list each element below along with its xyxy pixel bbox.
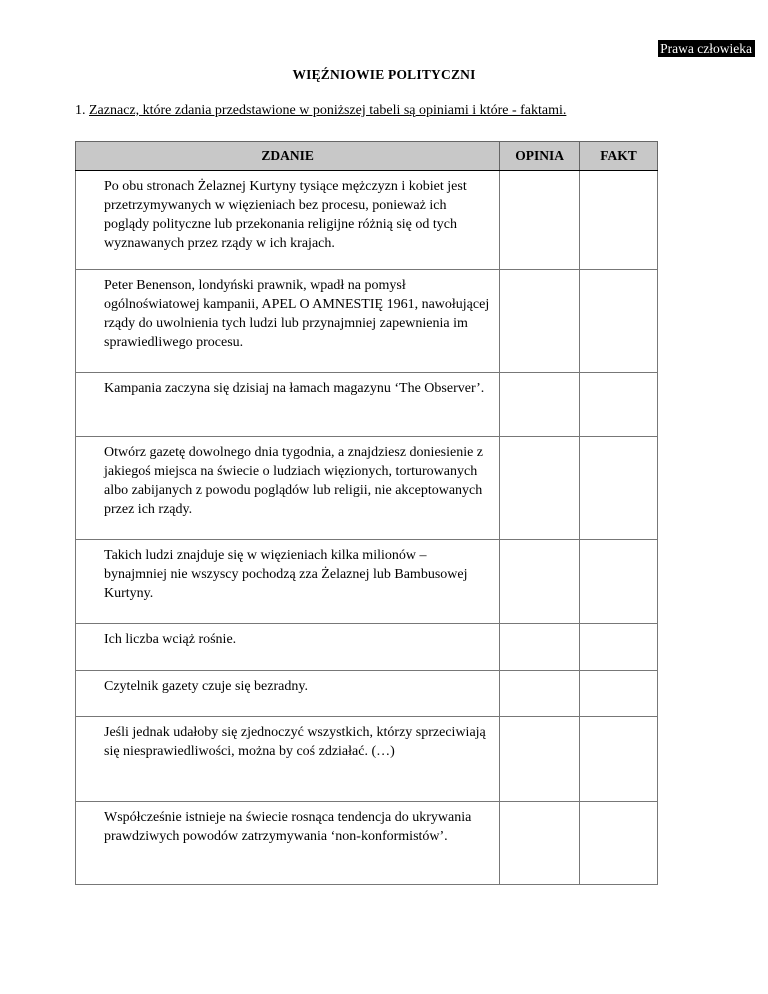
header-opinia: OPINIA: [500, 142, 580, 171]
opinia-cell[interactable]: [500, 671, 580, 717]
table-row: [76, 270, 658, 373]
table-row: [76, 671, 658, 717]
statements-table: [75, 141, 658, 885]
fakt-cell[interactable]: [580, 437, 658, 540]
fakt-cell[interactable]: [580, 671, 658, 717]
table-row: [76, 624, 658, 671]
fakt-cell[interactable]: [580, 270, 658, 373]
opinia-cell[interactable]: [500, 373, 580, 437]
opinia-cell[interactable]: [500, 717, 580, 802]
subject-tag: Prawa człowieka: [658, 40, 755, 57]
table-row: [76, 802, 658, 885]
table-header-row: [76, 142, 658, 171]
statement-text: Peter Benenson, londyński prawnik, wpadł na pomysł ogólnoświatowej kampanii, APEL O AMNESTIĘ 1961, nawołującej rządy do uwolnienia tych ludzi lub przynajmniej zapewnienia im sprawiedliwego procesu.: [76, 270, 500, 373]
opinia-cell[interactable]: [500, 437, 580, 540]
table-row: [76, 540, 658, 624]
fakt-cell[interactable]: [580, 717, 658, 802]
fakt-cell[interactable]: [580, 540, 658, 624]
opinia-cell[interactable]: [500, 270, 580, 373]
statement-text: Takich ludzi znajduje się w więzieniach kilka milionów – bynajmniej nie wszyscy pochodzą zza Żelaznej lub Bambusowej Kurtyny.: [76, 540, 500, 624]
statement-text: Kampania zaczyna się dzisiaj na łamach magazynu ‘The Observer’.: [76, 373, 500, 437]
opinia-cell[interactable]: [500, 171, 580, 270]
fakt-cell[interactable]: [580, 802, 658, 885]
statement-text: Współcześnie istnieje na świecie rosnąca tendencja do ukrywania prawdziwych powodów zatrzymywania ‘non-konformistów’.: [76, 802, 500, 885]
statement-text: Jeśli jednak udałoby się zjednoczyć wszystkich, którzy sprzeciwiają się niesprawiedliwości, można by coś zdziałać. (…): [76, 717, 500, 802]
statement-text: Po obu stronach Żelaznej Kurtyny tysiące mężczyzn i kobiet jest przetrzymywanych w więzieniach bez procesu, ponieważ ich poglądy polityczne lub przekonania religijne różnią się od tych wyznawanych przez rządy w ich krajach.: [76, 171, 500, 270]
table-row: [76, 171, 658, 270]
task-number: 1.: [75, 103, 89, 118]
task-instruction: [75, 103, 566, 119]
table-row: [76, 717, 658, 802]
opinia-cell[interactable]: [500, 540, 580, 624]
opinia-cell[interactable]: [500, 624, 580, 671]
statement-text: Czytelnik gazety czuje się bezradny.: [76, 671, 500, 717]
fakt-cell[interactable]: [580, 624, 658, 671]
task-text: Zaznacz, które zdania przedstawione w poniższej tabeli są opiniami i które - faktami.: [89, 103, 567, 118]
statement-text: Ich liczba wciąż rośnie.: [76, 624, 500, 671]
table-row: [76, 373, 658, 437]
fakt-cell[interactable]: [580, 171, 658, 270]
header-fakt: FAKT: [580, 142, 658, 171]
page-title: WIĘŹNIOWIE POLITYCZNI: [292, 67, 476, 82]
statement-text: Otwórz gazetę dowolnego dnia tygodnia, a znajdziesz doniesienie z jakiegoś miejsca na świecie o ludziach więzionych, torturowanych albo zabijanych z powodu poglądów lub religii, nie akceptowanych przez ich rządy.: [76, 437, 500, 540]
fakt-cell[interactable]: [580, 373, 658, 437]
header-zdanie: ZDANIE: [76, 142, 500, 171]
opinia-cell[interactable]: [500, 802, 580, 885]
table-row: [76, 437, 658, 540]
